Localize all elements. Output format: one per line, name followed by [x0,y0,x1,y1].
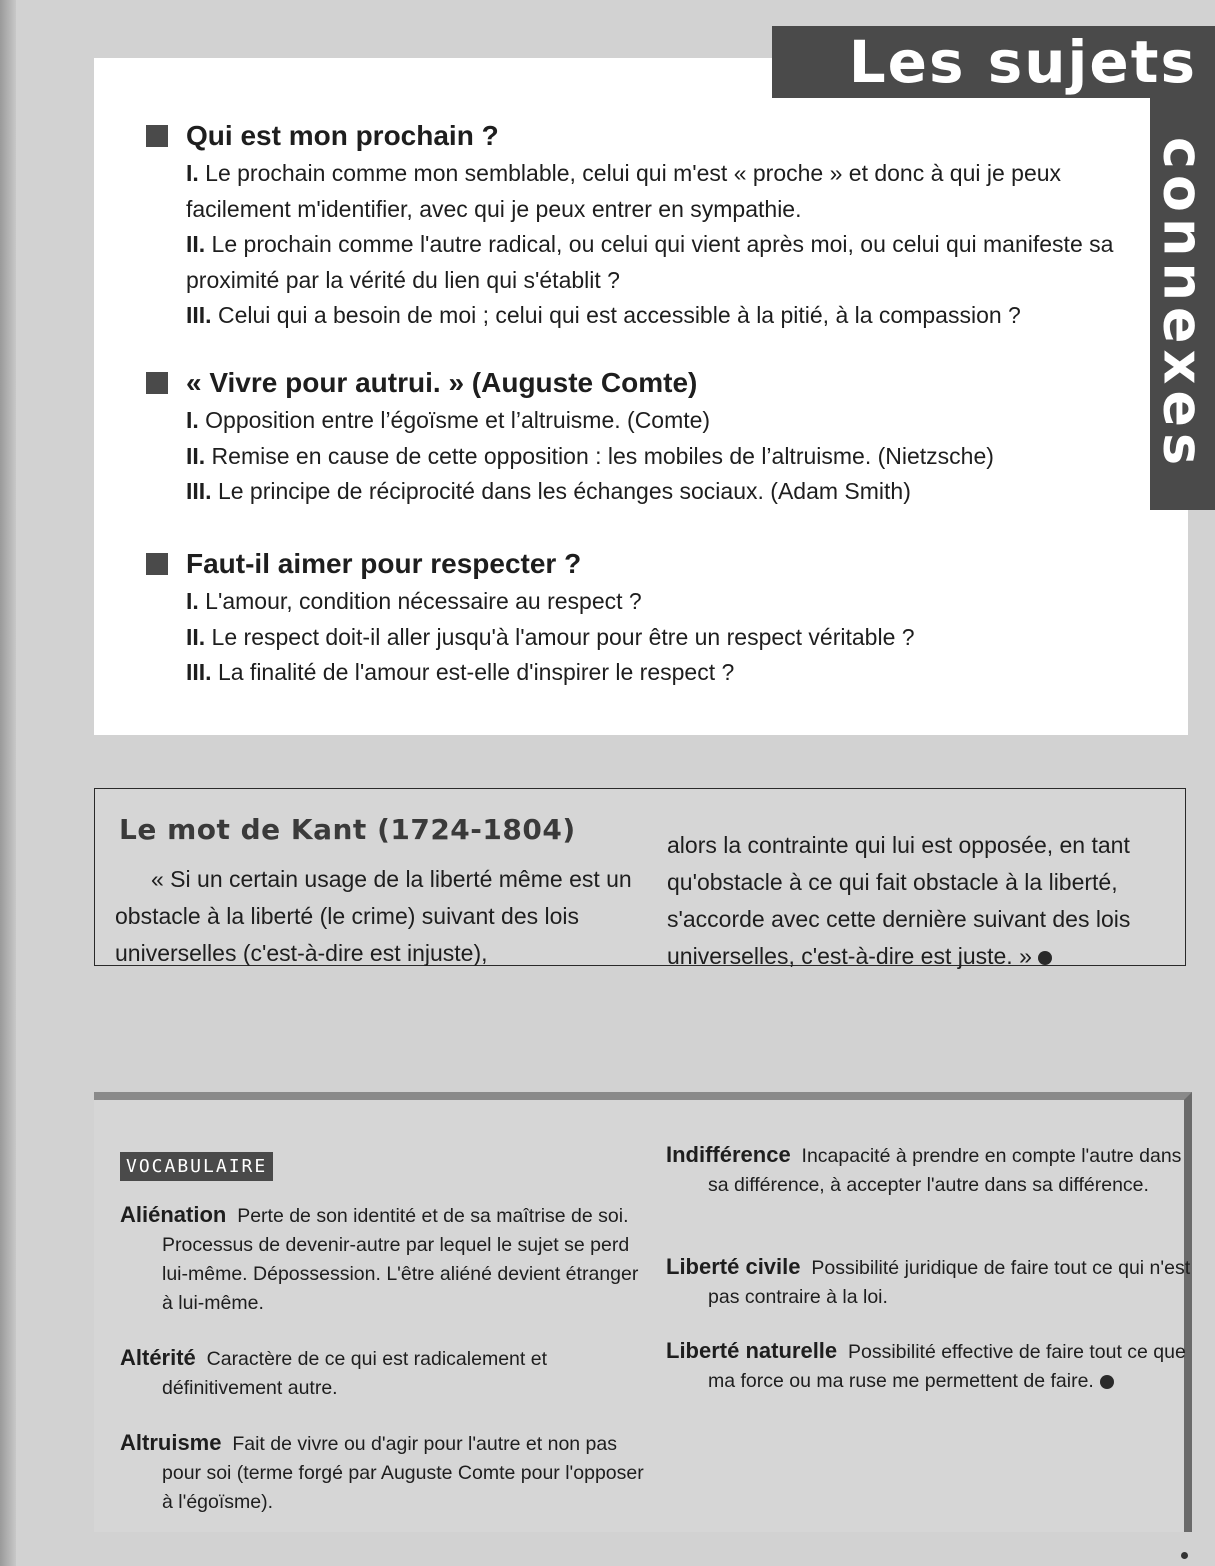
vocab-definition: Incapacité à prendre en compte l'autre dans sa différence, à accepter l'autre dans sa différence. [708,1145,1182,1196]
end-bullet-icon [1038,951,1052,965]
point-text: Le prochain comme l'autre radical, ou celui qui vient après moi, ou celui qui manifeste sa proximité par la vérité du lien qui s'établit ? [186,231,1114,293]
vocabulary-panel [94,1092,1192,1532]
point-number: III. [186,478,212,504]
subject-2-heading [146,363,1146,403]
subject-2-point-2 [186,439,1146,475]
section-title: Les sujets [772,26,1215,98]
point-text: Le respect doit-il aller jusqu'à l'amour pour être un respect véritable ? [205,623,915,650]
vocab-entry-altruisme [120,1428,652,1517]
subject-1 [146,116,1146,334]
end-bullet-icon [1100,1375,1114,1389]
square-bullet-icon [146,125,168,147]
point-number: I. [186,160,199,186]
vocab-entry-indifference [666,1140,1204,1200]
vocab-entry-alienation [120,1200,652,1318]
subject-3-point-1 [186,584,1146,620]
page-dot [1181,1552,1188,1559]
point-number: III. [186,659,212,685]
point-text: Celui qui a besoin de moi ; celui qui est accessible à la pitié, à la compassion ? [211,302,1021,328]
subject-2-point-1 [186,403,1146,439]
point-number: I. [186,588,199,614]
vocab-term: Liberté naturelle [666,1338,838,1363]
point-number: II. [186,623,206,650]
subject-1-title: Qui est mon prochain ? [186,120,499,151]
vocab-definition: Possibilité effective de faire tout ce que ma force ou ma ruse me permettent de faire. [708,1341,1186,1392]
vocab-term: Altérité [120,1345,196,1370]
point-number: II. [186,442,206,469]
subject-2-point-3 [186,474,1146,510]
subject-3-point-2 [186,620,1146,656]
kant-quote-box [94,788,1186,969]
vocab-entry-liberte-naturelle [666,1336,1204,1396]
point-number: II. [186,231,206,257]
kant-title: Le mot de Kant (1724-1804) [119,813,576,846]
vocab-entry-alterite [120,1343,652,1403]
vocab-term: Altruisme [120,1430,222,1455]
subject-1-point-2 [186,227,1146,298]
kant-quote-left: « Si un certain usage de la liberté même est un obstacle à la liberté (le crime) suivant des lois universelles (c'est-à-dire est injuste), [115,866,632,966]
vocab-term: Indifférence [666,1142,791,1167]
subjects-panel [94,58,1188,735]
point-text: Remise en cause de cette opposition : les mobiles de l’altruisme. (Nietzsche) [205,442,994,469]
vocabulary-label: VOCABULAIRE [120,1152,273,1181]
point-text: L'amour, condition nécessaire au respect ? [198,588,642,614]
point-text: La finalité de l'amour est-elle d'inspirer le respect ? [211,659,735,685]
square-bullet-icon [146,553,168,575]
vocab-entry-liberte-civile [666,1252,1204,1312]
subject-3 [146,544,1146,691]
page-edge [0,0,16,1566]
point-text: Le principe de réciprocité dans les échanges sociaux. (Adam Smith) [211,478,911,504]
point-number: I. [186,407,199,433]
subject-1-heading [146,116,1146,156]
kant-quote-right-text: alors la contrainte qui lui est opposée, en tant qu'obstacle à ce qui fait obstacle à la liberté, s'accorde avec cette dernière suivant des lois universelles, c'est-à-dire est juste. » [667,832,1131,969]
vocab-definition: Fait de vivre ou d'agir pour l'autre et non pas pour soi (terme forgé par Auguste Comte pour l'opposer à l'égoïsme). [162,1433,644,1513]
side-tab-label: connexes [1151,136,1214,472]
kant-quote-right [667,827,1167,975]
subject-1-point-3 [186,298,1146,334]
square-bullet-icon [146,372,168,394]
vocab-definition: Perte de son identité et de sa maîtrise de soi. Processus de devenir-autre par lequel le sujet se perd lui-même. Dépossession. L'être aliéné devient étranger à lui-même. [162,1205,639,1314]
point-number: III. [186,302,212,328]
subject-3-title: Faut-il aimer pour respecter ? [186,548,582,579]
vocab-definition: Possibilité juridique de faire tout ce qui n'est pas contraire à la loi. [708,1257,1191,1308]
subject-3-heading [146,544,1146,584]
subject-2-title: « Vivre pour autrui. » (Auguste Comte) [186,367,698,398]
vocab-definition: Caractère de ce qui est radicalement et définitivement autre. [162,1348,547,1399]
vocab-term: Liberté civile [666,1254,801,1279]
point-text: Le prochain comme mon semblable, celui qui m'est « proche » et donc à qui je peux facilement m'identifier, avec qui je peux entrer en sympathie. [186,160,1062,222]
vocab-term: Aliénation [120,1202,227,1227]
subject-3-point-3 [186,655,1146,691]
subject-1-point-1 [186,156,1146,227]
point-text: Opposition entre l’égoïsme et l’altruisme. (Comte) [198,407,711,433]
side-tab [1150,98,1215,510]
subject-2 [146,363,1146,510]
